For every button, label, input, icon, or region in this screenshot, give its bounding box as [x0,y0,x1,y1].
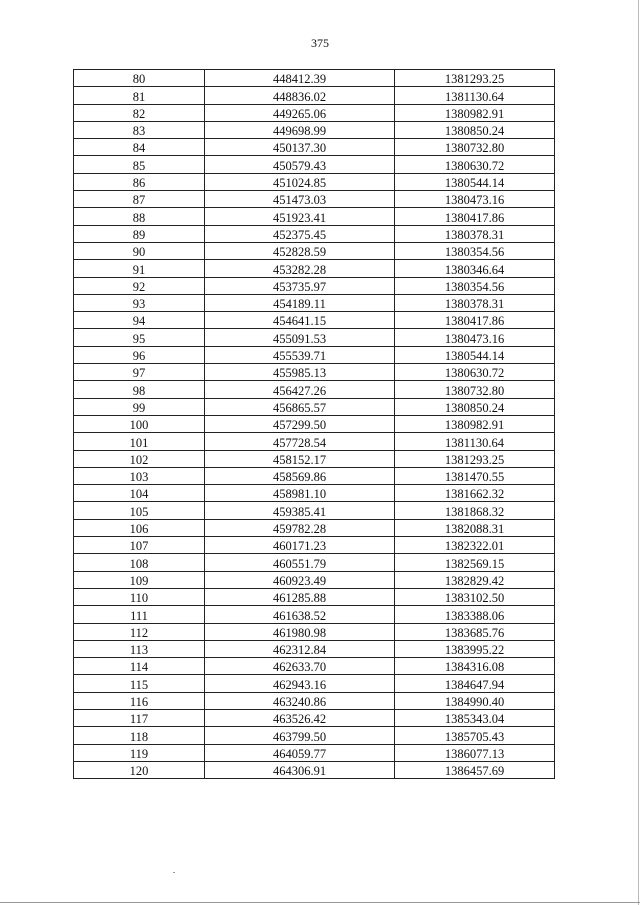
table-row [74,381,555,398]
table-row [74,537,555,554]
point-number-cell: 88 [74,208,205,225]
x-coordinate-cell: 459782.28 [205,519,395,536]
table-row [74,485,555,502]
table-row [74,709,555,726]
y-coordinate-cell: 1382322.01 [395,537,555,554]
y-coordinate-cell: 1382569.15 [395,554,555,571]
x-coordinate-cell: 449265.06 [205,104,395,121]
table-row [74,70,555,87]
coordinates-table [73,69,555,779]
table-row [74,225,555,242]
y-coordinate-cell: 1381130.64 [395,433,555,450]
y-coordinate-cell: 1381293.25 [395,70,555,87]
point-number-cell: 113 [74,640,205,657]
table-row [74,640,555,657]
x-coordinate-cell: 448412.39 [205,70,395,87]
x-coordinate-cell: 463240.86 [205,692,395,709]
y-coordinate-cell: 1381130.64 [395,87,555,104]
table-row [74,364,555,381]
point-number-cell: 94 [74,312,205,329]
x-coordinate-cell: 456865.57 [205,398,395,415]
point-number-cell: 80 [74,70,205,87]
table-row [74,675,555,692]
table-row [74,554,555,571]
x-coordinate-cell: 454641.15 [205,312,395,329]
table-row [74,761,555,778]
x-coordinate-cell: 457728.54 [205,433,395,450]
table-row [74,346,555,363]
y-coordinate-cell: 1380732.80 [395,139,555,156]
table-row [74,208,555,225]
point-number-cell: 91 [74,260,205,277]
point-number-cell: 89 [74,225,205,242]
point-number-cell: 106 [74,519,205,536]
table-row [74,294,555,311]
y-coordinate-cell: 1383102.50 [395,588,555,605]
table-row [74,312,555,329]
x-coordinate-cell: 458569.86 [205,467,395,484]
table-row [74,139,555,156]
y-coordinate-cell: 1380982.91 [395,415,555,432]
point-number-cell: 103 [74,467,205,484]
point-number-cell: 119 [74,744,205,761]
y-coordinate-cell: 1380473.16 [395,191,555,208]
table-row [74,398,555,415]
x-coordinate-cell: 451923.41 [205,208,395,225]
point-number-cell: 96 [74,346,205,363]
table-row [74,623,555,640]
table-row [74,277,555,294]
point-number-cell: 90 [74,242,205,259]
x-coordinate-cell: 460171.23 [205,537,395,554]
x-coordinate-cell: 458152.17 [205,450,395,467]
y-coordinate-cell: 1380378.31 [395,225,555,242]
point-number-cell: 112 [74,623,205,640]
point-number-cell: 83 [74,121,205,138]
x-coordinate-cell: 457299.50 [205,415,395,432]
table-row [74,87,555,104]
point-number-cell: 105 [74,502,205,519]
table-row [74,329,555,346]
table-row [74,433,555,450]
x-coordinate-cell: 458981.10 [205,485,395,502]
y-coordinate-cell: 1383685.76 [395,623,555,640]
y-coordinate-cell: 1380850.24 [395,398,555,415]
x-coordinate-cell: 451024.85 [205,173,395,190]
table-row [74,658,555,675]
point-number-cell: 117 [74,709,205,726]
point-number-cell: 107 [74,537,205,554]
y-coordinate-cell: 1380850.24 [395,121,555,138]
page-number: 375 [311,36,329,50]
table-row [74,156,555,173]
x-coordinate-cell: 461980.98 [205,623,395,640]
point-number-cell: 92 [74,277,205,294]
point-number-cell: 108 [74,554,205,571]
point-number-cell: 81 [74,87,205,104]
y-coordinate-cell: 1384316.08 [395,658,555,675]
y-coordinate-cell: 1380346.64 [395,260,555,277]
x-coordinate-cell: 460551.79 [205,554,395,571]
x-coordinate-cell: 464059.77 [205,744,395,761]
x-coordinate-cell: 455985.13 [205,364,395,381]
table-row [74,502,555,519]
y-coordinate-cell: 1380982.91 [395,104,555,121]
point-number-cell: 87 [74,191,205,208]
table-row [74,415,555,432]
point-number-cell: 99 [74,398,205,415]
y-coordinate-cell: 1380630.72 [395,364,555,381]
point-number-cell: 115 [74,675,205,692]
table-row [74,744,555,761]
x-coordinate-cell: 454189.11 [205,294,395,311]
point-number-cell: 111 [74,606,205,623]
y-coordinate-cell: 1381868.32 [395,502,555,519]
y-coordinate-cell: 1380544.14 [395,173,555,190]
point-number-cell: 120 [74,761,205,778]
table-row [74,121,555,138]
y-coordinate-cell: 1382829.42 [395,571,555,588]
y-coordinate-cell: 1380630.72 [395,156,555,173]
table-row [74,242,555,259]
x-coordinate-cell: 459385.41 [205,502,395,519]
table-row [74,104,555,121]
point-number-cell: 110 [74,588,205,605]
x-coordinate-cell: 461638.52 [205,606,395,623]
y-coordinate-cell: 1383995.22 [395,640,555,657]
y-coordinate-cell: 1384990.40 [395,692,555,709]
scan-edge-right [638,0,639,905]
point-number-cell: 109 [74,571,205,588]
table-row [74,191,555,208]
y-coordinate-cell: 1384647.94 [395,675,555,692]
x-coordinate-cell: 462633.70 [205,658,395,675]
table-row [74,571,555,588]
x-coordinate-cell: 455091.53 [205,329,395,346]
y-coordinate-cell: 1381662.32 [395,485,555,502]
x-coordinate-cell: 451473.03 [205,191,395,208]
point-number-cell: 82 [74,104,205,121]
table-row [74,450,555,467]
y-coordinate-cell: 1386457.69 [395,761,555,778]
y-coordinate-cell: 1385705.43 [395,727,555,744]
point-number-cell: 102 [74,450,205,467]
table-row [74,692,555,709]
x-coordinate-cell: 452828.59 [205,242,395,259]
y-coordinate-cell: 1380732.80 [395,381,555,398]
table-row [74,519,555,536]
x-coordinate-cell: 452375.45 [205,225,395,242]
table-row [74,260,555,277]
x-coordinate-cell: 456427.26 [205,381,395,398]
x-coordinate-cell: 450137.30 [205,139,395,156]
x-coordinate-cell: 453282.28 [205,260,395,277]
y-coordinate-cell: 1382088.31 [395,519,555,536]
y-coordinate-cell: 1385343.04 [395,709,555,726]
x-coordinate-cell: 450579.43 [205,156,395,173]
point-number-cell: 84 [74,139,205,156]
y-coordinate-cell: 1380544.14 [395,346,555,363]
x-coordinate-cell: 463526.42 [205,709,395,726]
y-coordinate-cell: 1380417.86 [395,312,555,329]
x-coordinate-cell: 461285.88 [205,588,395,605]
scan-edge-bottom [0,902,640,903]
y-coordinate-cell: 1380473.16 [395,329,555,346]
table-row [74,588,555,605]
point-number-cell: 114 [74,658,205,675]
x-coordinate-cell: 455539.71 [205,346,395,363]
y-coordinate-cell: 1381470.55 [395,467,555,484]
table-row [74,173,555,190]
x-coordinate-cell: 462312.84 [205,640,395,657]
y-coordinate-cell: 1380417.86 [395,208,555,225]
point-number-cell: 93 [74,294,205,311]
point-number-cell: 100 [74,415,205,432]
y-coordinate-cell: 1386077.13 [395,744,555,761]
coordinates-table-body [74,70,555,779]
x-coordinate-cell: 464306.91 [205,761,395,778]
point-number-cell: 98 [74,381,205,398]
point-number-cell: 86 [74,173,205,190]
table-row [74,467,555,484]
y-coordinate-cell: 1383388.06 [395,606,555,623]
point-number-cell: 116 [74,692,205,709]
y-coordinate-cell: 1381293.25 [395,450,555,467]
x-coordinate-cell: 462943.16 [205,675,395,692]
point-number-cell: 101 [74,433,205,450]
point-number-cell: 97 [74,364,205,381]
x-coordinate-cell: 460923.49 [205,571,395,588]
table-row [74,727,555,744]
table-row [74,606,555,623]
x-coordinate-cell: 453735.97 [205,277,395,294]
x-coordinate-cell: 448836.02 [205,87,395,104]
y-coordinate-cell: 1380354.56 [395,277,555,294]
point-number-cell: 104 [74,485,205,502]
x-coordinate-cell: 463799.50 [205,727,395,744]
point-number-cell: 118 [74,727,205,744]
x-coordinate-cell: 449698.99 [205,121,395,138]
y-coordinate-cell: 1380378.31 [395,294,555,311]
point-number-cell: 85 [74,156,205,173]
point-number-cell: 95 [74,329,205,346]
scan-speck [173,872,175,873]
y-coordinate-cell: 1380354.56 [395,242,555,259]
